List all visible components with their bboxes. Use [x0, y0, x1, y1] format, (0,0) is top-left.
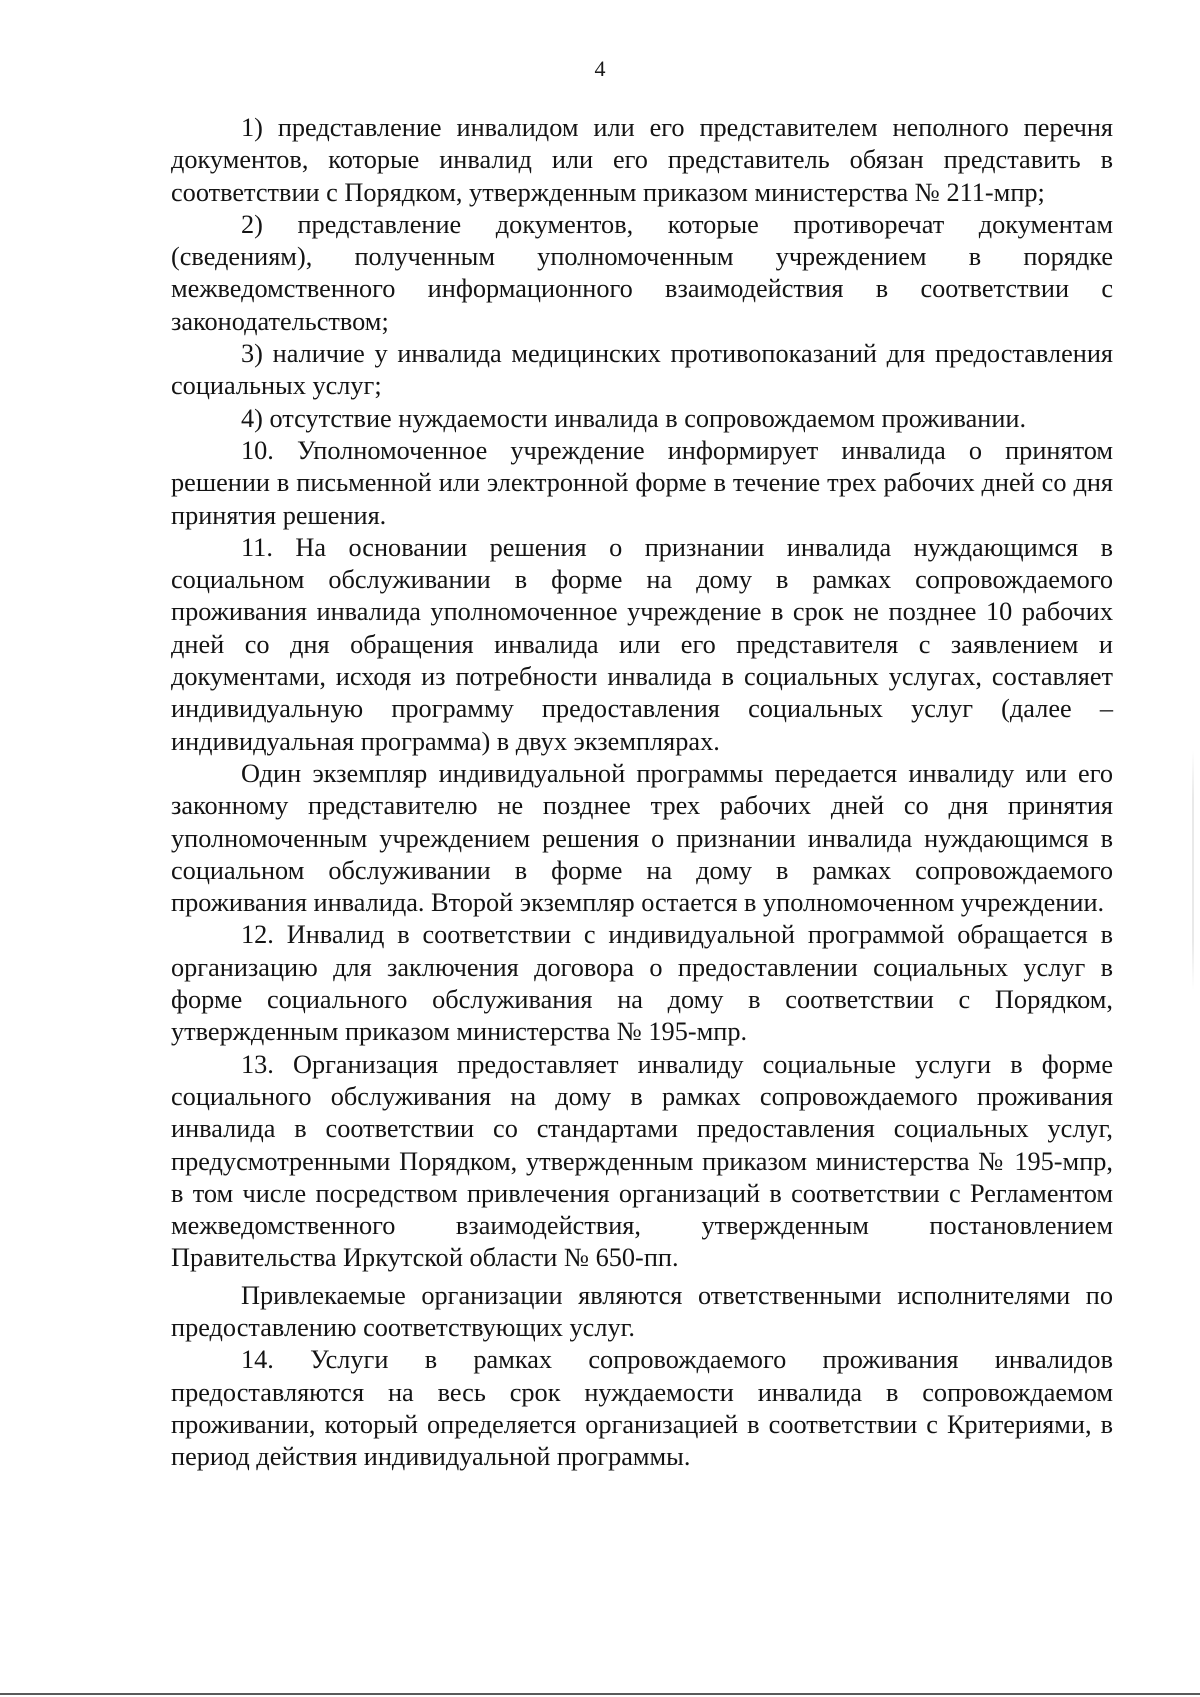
paragraph-clause-14: 14. Услуги в рамках сопровождаемого проживания инвалидов предоставляются на весь срок нуждаемости инвалида в сопровождаемом проживании, который определяется организацией в соответствии с Критериями, в период действия индивидуальной программы. — [171, 1345, 1113, 1472]
paragraph-clause-13-continued: Привлекаемые организации являются ответственными исполнителями по предоставлению соответствующих услуг. — [171, 1280, 1113, 1342]
paragraph-clause-12: 12. Инвалид в соответствии с индивидуальной программой обращается в организацию для заключения договора о предоставлении социальных услуг в форме социального обслуживания на дому в соответствии с Порядком, утвержденным приказом министерства № 195-мпр. — [171, 920, 1113, 1047]
scan-edge-shadow — [1192, 750, 1194, 990]
scan-bottom-edge — [0, 1693, 1200, 1695]
paragraph-item-1: 1) представление инвалидом или его представителем неполного перечня документов, которые инвалид или его представитель обязан представить в соответствии с Порядком, утвержденным приказом министерства № 211-мпр; — [171, 113, 1113, 207]
page-number: 4 — [594, 56, 606, 81]
paragraph-item-4: 4) отсутствие нуждаемости инвалида в сопровождаемом проживании. — [241, 403, 1027, 433]
paragraph-item-3: 3) наличие у инвалида медицинских противопоказаний для предоставления социальных услуг; — [171, 339, 1113, 401]
paragraph-clause-10: 10. Уполномоченное учреждение информирует инвалида о принятом решении в письменной или электронной форме в течение трех рабочих дней со дня принятия решения. — [171, 435, 1113, 530]
document-body — [171, 112, 1113, 1473]
paragraph-clause-11: 11. На основании решения о признании инвалида нуждающимся в социальном обслуживании в форме на дому в рамках сопровождаемого проживания инвалида уполномоченное учреждение в срок не позднее 10 рабочих дней со дня обращения инвалида или его представителя с заявлением и документами, исходя из потребности инвалида в социальных услугах, составляет индивидуальную программу предоставления социальных услуг (далее – индивидуальная программа) в двух экземплярах. — [171, 532, 1113, 756]
paragraph-item-2: 2) представление документов, которые противоречат документам (сведениям), полученным уполномоченным учреждением в порядке межведомственного информационного взаимодействия в соответствии с законодательством; — [171, 209, 1113, 336]
paragraph-clause-13: 13. Организация предоставляет инвалиду социальные услуги в форме социального обслуживания на дому в рамках сопровождаемого проживания инвалида в соответствии со стандартами предоставления социальных услуг, предусмотренными Порядком, утвержденным приказом министерства № 195-мпр, в том числе посредством привлечения организаций в соответствии с Регламентом межведомственного взаимодействия, утвержденным постановлением Правительства Иркутской области № 650-пп. — [171, 1049, 1113, 1273]
paragraph-clause-11-continued: Один экземпляр индивидуальной программы передается инвалиду или его законному представителю не позднее трех рабочих дней со дня принятия уполномоченным учреждением решения о признании инвалида нуждающимся в социальном обслуживании в форме на дому в рамках сопровождаемого проживания инвалида. Второй экземпляр остается в уполномоченном учреждении. — [171, 758, 1113, 918]
